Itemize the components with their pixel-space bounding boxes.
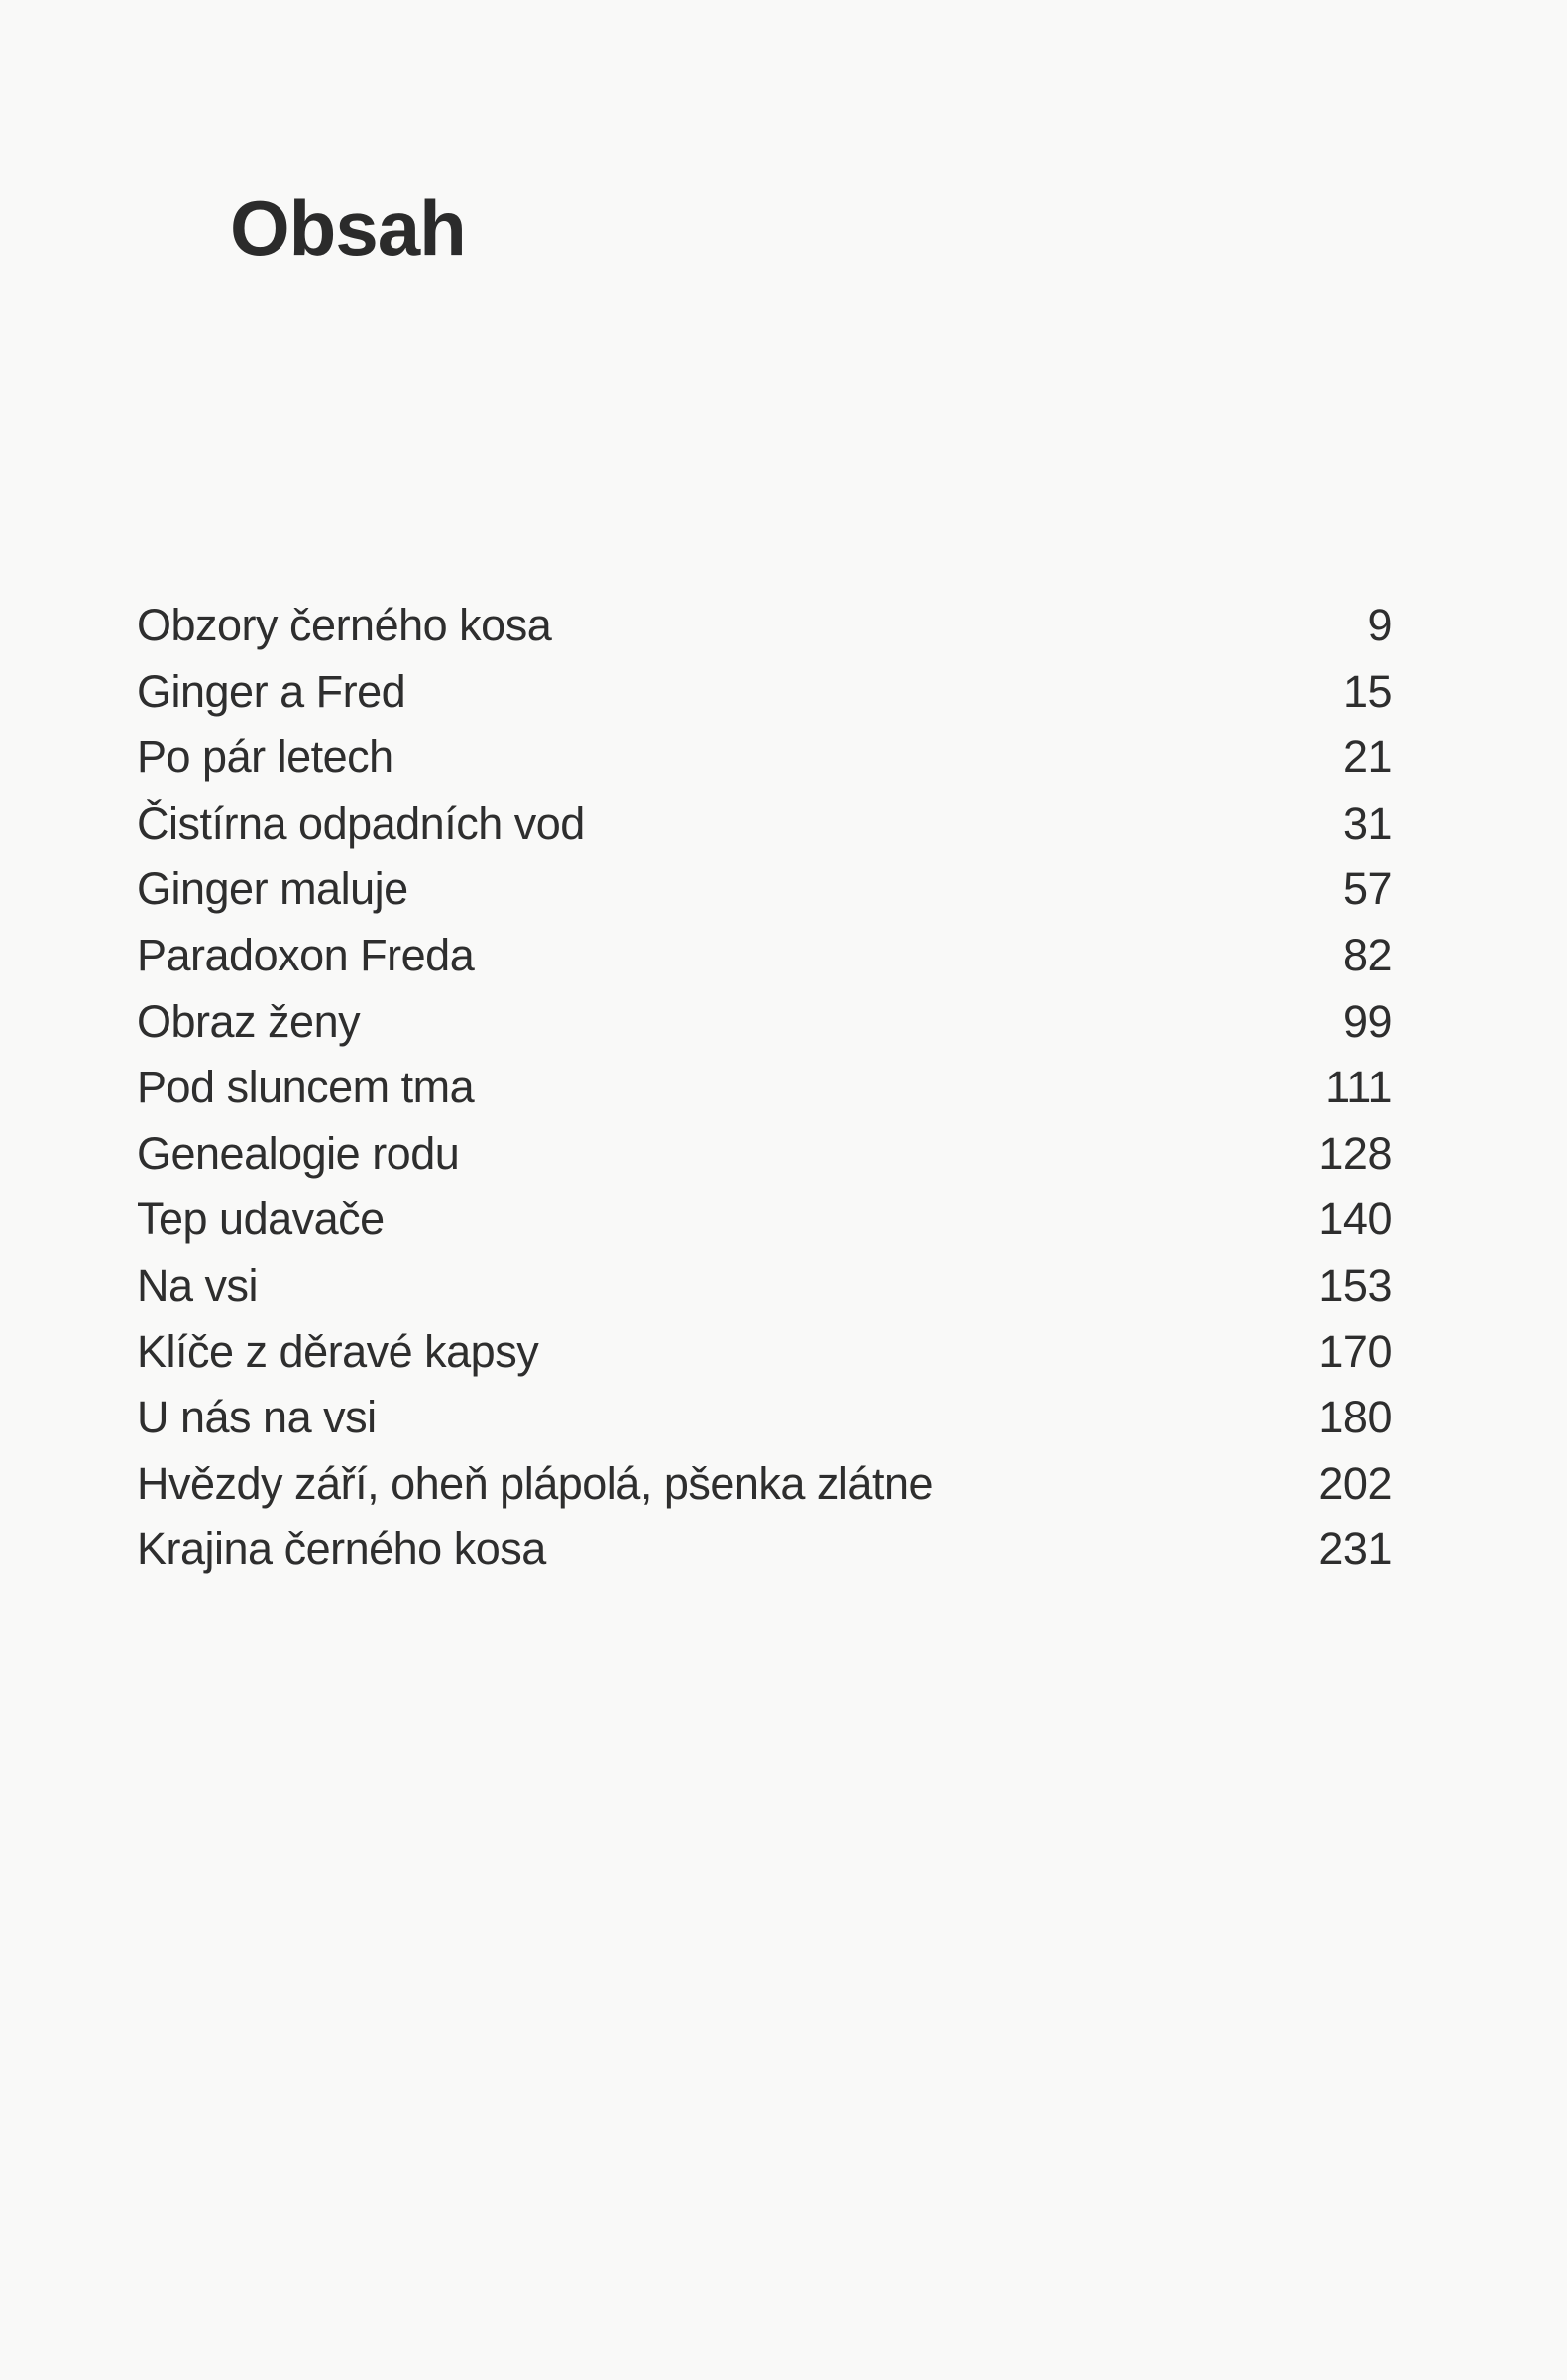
toc-entry-title: Ginger a Fred <box>137 665 406 717</box>
toc-entry-title: Klíče z děravé kapsy <box>137 1325 539 1377</box>
toc-entry-page: 202 <box>1318 1457 1392 1509</box>
toc-entry-page: 170 <box>1318 1325 1392 1377</box>
toc-entry <box>137 791 1392 857</box>
toc-entry-title: Obraz ženy <box>137 995 361 1047</box>
toc-entry <box>137 1451 1392 1518</box>
toc-entry-page: 82 <box>1342 929 1392 980</box>
page-title: Obsah <box>230 184 466 272</box>
toc-entry-page: 21 <box>1342 732 1392 783</box>
toc-entry-title: Krajina černého kosa <box>137 1524 546 1575</box>
toc-entry <box>137 593 1392 659</box>
toc-entry <box>137 923 1392 989</box>
toc-entry <box>137 1517 1392 1583</box>
toc-entry-title: U nás na vsi <box>137 1392 377 1443</box>
toc-entry-page: 15 <box>1342 665 1392 717</box>
toc-entry-page: 9 <box>1367 600 1392 650</box>
toc-entry-page: 99 <box>1342 995 1392 1047</box>
toc-entry-page: 128 <box>1318 1127 1392 1179</box>
toc-entry-title: Paradoxon Freda <box>137 929 475 980</box>
toc-entry <box>137 659 1392 726</box>
toc-entry-page: 31 <box>1342 797 1392 849</box>
toc-entry <box>137 1121 1392 1188</box>
toc-entry-title: Obzory černého kosa <box>137 600 552 650</box>
toc-entry-page: 140 <box>1318 1193 1392 1245</box>
toc-entry <box>137 1253 1392 1319</box>
toc-entry <box>137 1385 1392 1451</box>
toc-entry <box>137 1055 1392 1121</box>
toc-entry <box>137 1187 1392 1253</box>
toc-entry <box>137 725 1392 791</box>
toc-entry <box>137 856 1392 923</box>
toc-entry <box>137 989 1392 1056</box>
table-of-contents <box>137 593 1392 1583</box>
toc-entry-title: Genealogie rodu <box>137 1127 460 1179</box>
toc-entry-title: Na vsi <box>137 1259 259 1310</box>
toc-entry-title: Tep udavače <box>137 1193 385 1245</box>
toc-entry-page: 111 <box>1325 1062 1392 1113</box>
toc-entry-page: 57 <box>1342 863 1392 915</box>
toc-entry <box>137 1319 1392 1386</box>
toc-entry-page: 231 <box>1318 1524 1392 1575</box>
toc-entry-title: Hvězdy září, oheň plápolá, pšenka zlátne <box>137 1457 934 1509</box>
toc-entry-title: Pod sluncem tma <box>137 1062 475 1113</box>
toc-entry-page: 153 <box>1318 1259 1392 1310</box>
toc-entry-page: 180 <box>1318 1392 1392 1443</box>
toc-entry-title: Ginger maluje <box>137 863 408 915</box>
toc-entry-title: Čistírna odpadních vod <box>137 797 585 849</box>
toc-entry-title: Po pár letech <box>137 732 393 783</box>
